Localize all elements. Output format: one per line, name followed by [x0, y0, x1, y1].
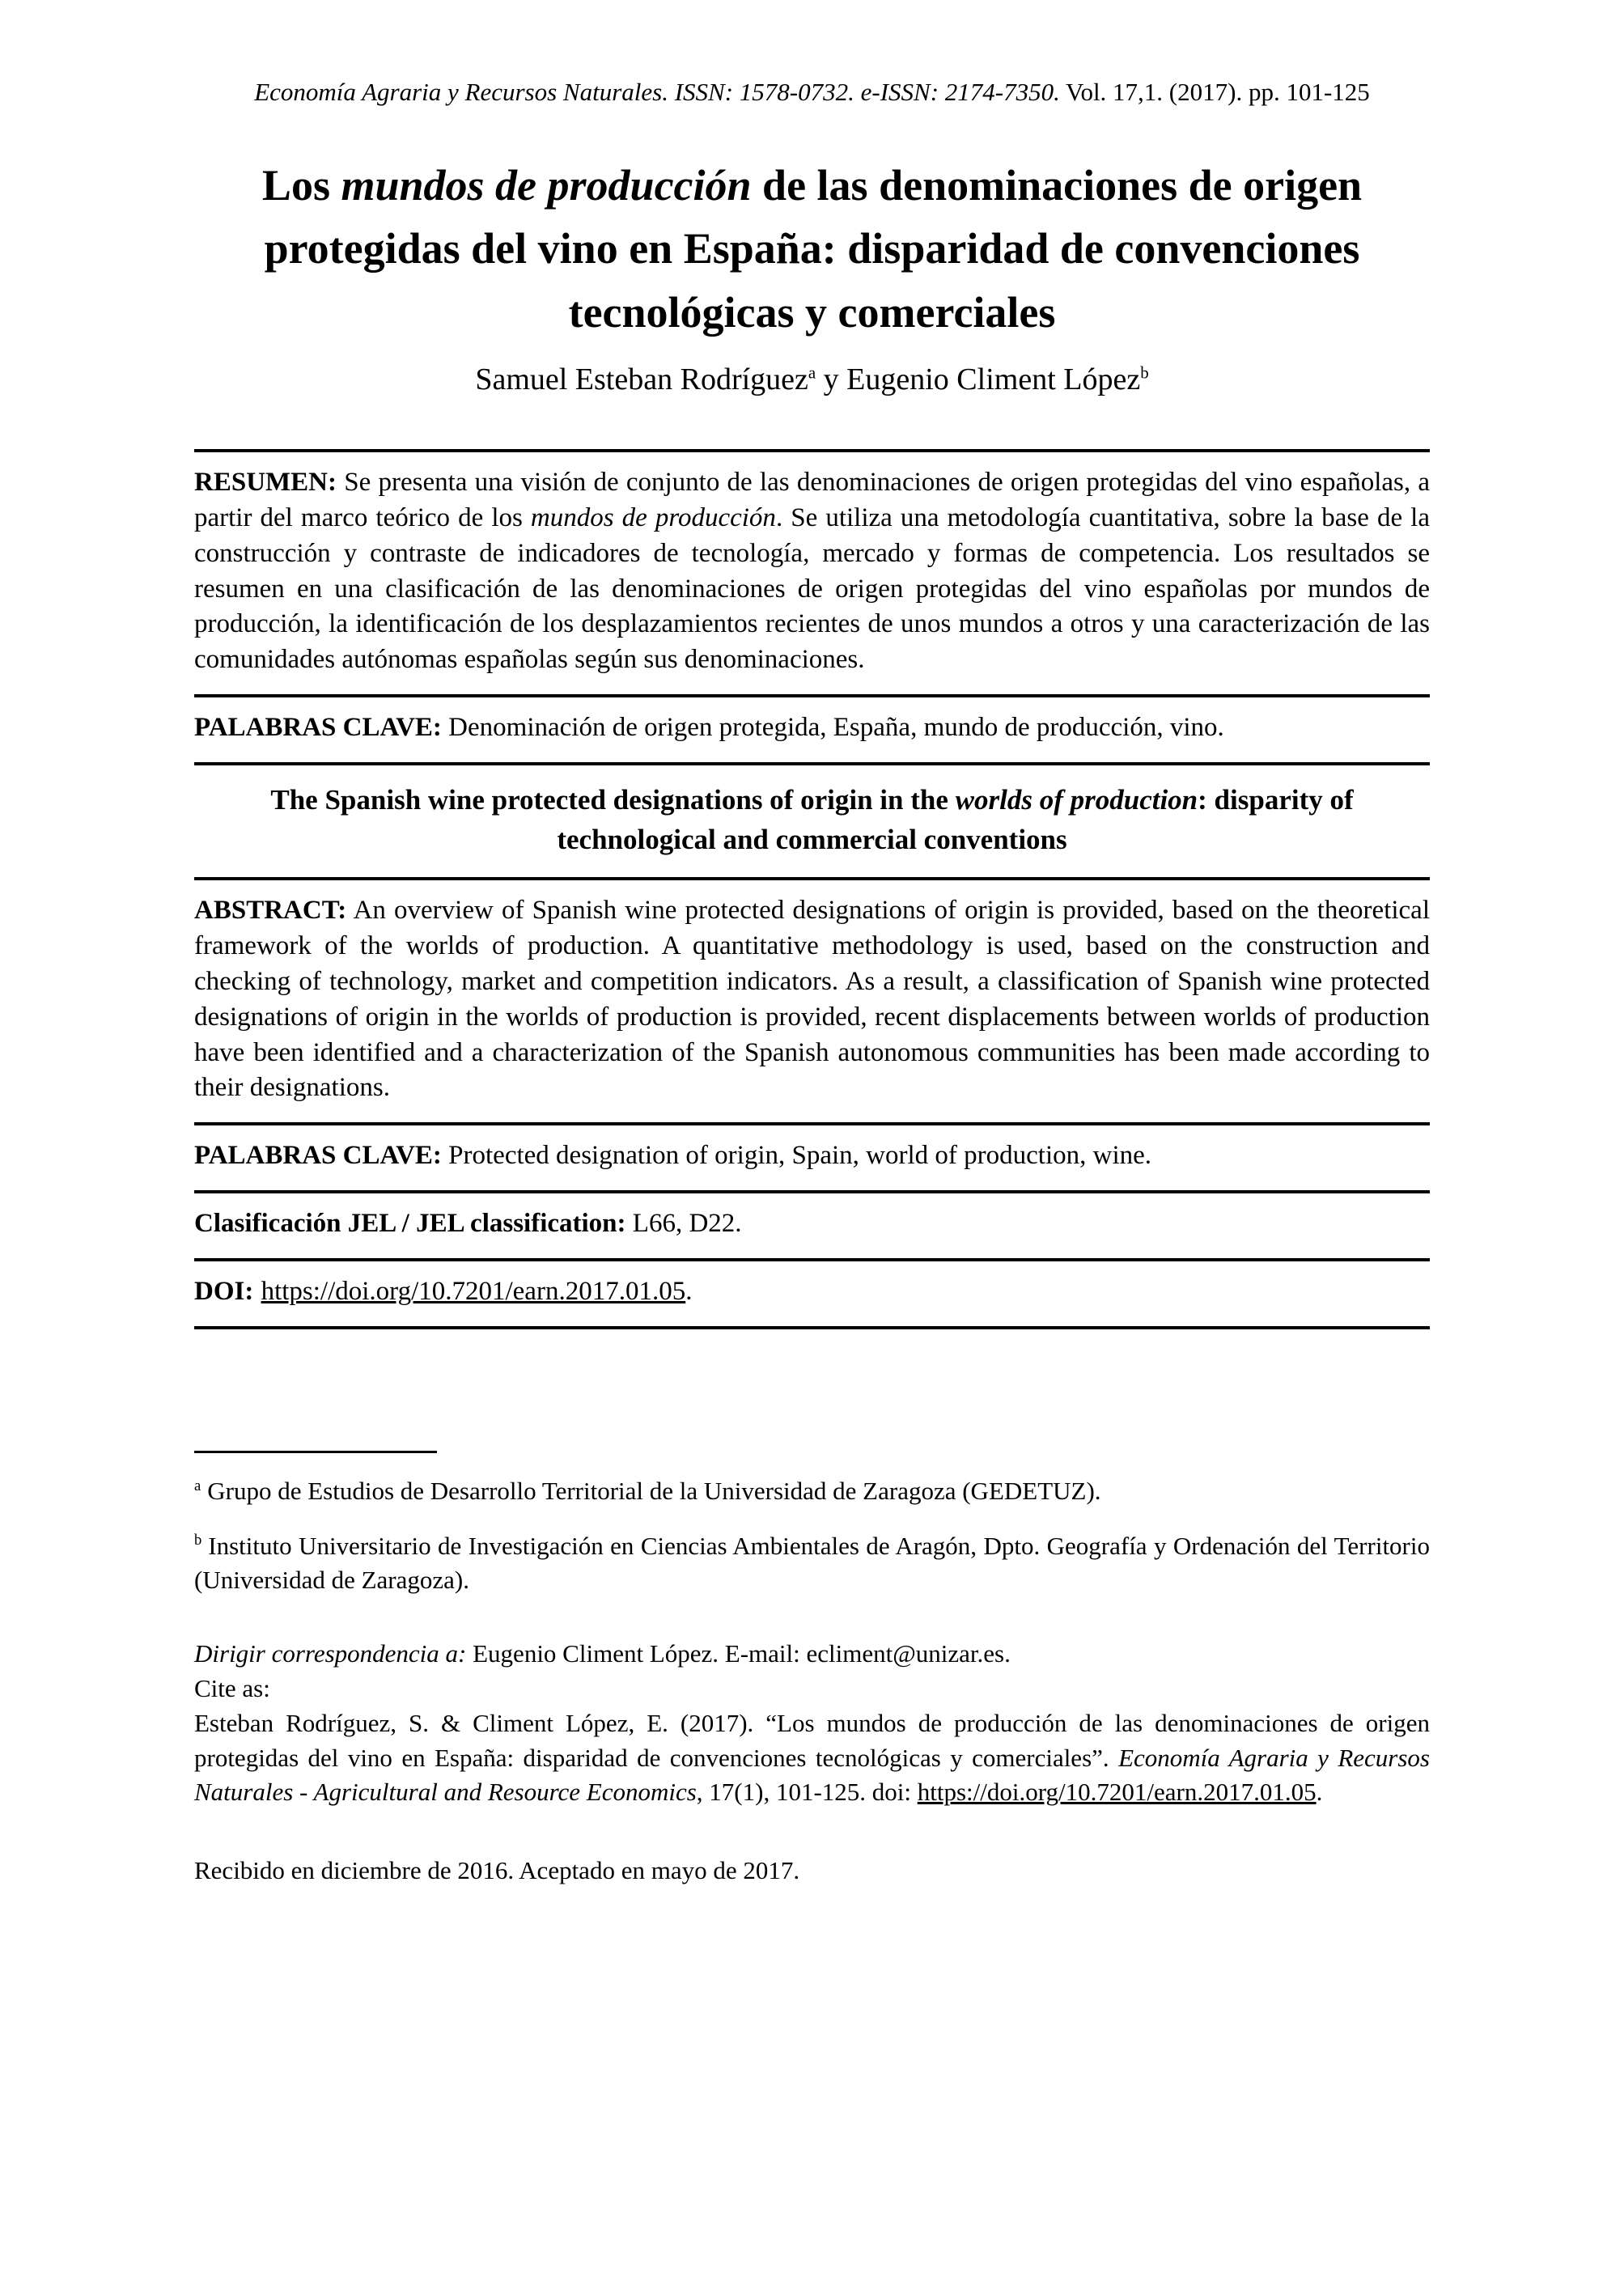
doi-label: DOI: [194, 1277, 254, 1307]
section-divider [194, 1190, 1430, 1193]
doi-link[interactable]: https://doi.org/10.7201/earn.2017.01.05 [261, 1277, 686, 1307]
english-title-part-2: : disparity of technological and commercial conventions [557, 784, 1354, 856]
section-divider [194, 1122, 1430, 1125]
paper-title [227, 154, 1397, 344]
author-2-affiliation-marker: b [1140, 362, 1149, 383]
authors-line [194, 362, 1430, 397]
keywords-en-label: PALABRAS CLAVE: [194, 1141, 442, 1171]
journal-name-issn: Economía Agraria y Recursos Naturales. ISSN: 1578-0732. e-ISSN: 2174-7350. [254, 78, 1060, 106]
citation-block [194, 1706, 1430, 1810]
keywords-es-label: PALABRAS CLAVE: [194, 713, 442, 743]
english-title [251, 780, 1373, 859]
section-divider [194, 1326, 1430, 1329]
footnote-b-text: Instituto Universitario de Investigación en Ciencias Ambientales de Aragón, Dpto. Geografía y Ordenación del Territorio (Universidad de Zaragoza). [194, 1531, 1430, 1594]
abstract-label: ABSTRACT: [194, 896, 347, 926]
section-divider [194, 877, 1430, 880]
doi-suffix: . [685, 1277, 693, 1307]
footnote-separator [194, 1451, 437, 1453]
author-2: y Eugenio Climent López [816, 362, 1141, 396]
journal-header [97, 78, 1527, 107]
author-1: Samuel Esteban Rodríguez [475, 362, 808, 396]
correspondence-text: Eugenio Climent López. E-mail: ecliment@unizar.es. [466, 1639, 1011, 1668]
doi-section [194, 1274, 1430, 1310]
footnote-b-marker: b [194, 1532, 202, 1549]
footnote-b [194, 1529, 1430, 1597]
footnote-a-text: Grupo de Estudios de Desarrollo Territorial de la Universidad de Zaragoza (GEDETUZ). [207, 1476, 1101, 1505]
resumen-text-1: Se presenta una visión de conjunto de las denominaciones de origen protegidas del vino españolas, a partir del marco teórico de los [194, 467, 1430, 532]
citation-journal-name: Economía Agraria y Recursos Naturales - Agricultural and Resource Economics [194, 1743, 1430, 1807]
section-divider [194, 449, 1430, 452]
resumen-italic: mundos de producción [530, 502, 776, 532]
english-title-part-1: The Spanish wine protected designations of origin in the [270, 784, 956, 816]
volume-info: Vol. 17,1. (2017). pp. 101-125 [1059, 78, 1370, 106]
keywords-en-text: Protected designation of origin, Spain, world of production, wine. [441, 1141, 1152, 1171]
correspondence-line [194, 1637, 1430, 1672]
jel-section [194, 1206, 1430, 1242]
correspondence-label: Dirigir correspondencia a: [194, 1639, 467, 1668]
resumen-label: RESUMEN: [194, 467, 337, 497]
footnote-a [194, 1474, 1430, 1508]
section-divider [194, 1258, 1430, 1261]
abstract-text: An overview of Spanish wine protected designations of origin is provided, based on the theoretical framework of the worlds of production. A quantitative methodology is used, based on the construction and checking of technology, market and competition indicators. As a result, a classification of Spanish wine protected designations of origin in the worlds of production is provided, recent displacements between worlds of production have been identified and a characterization of the Spanish autonomous communities has been made according to their designations. [194, 896, 1430, 1103]
citation-text-2: , 17(1), 101-125. doi: [696, 1778, 918, 1807]
title-part-1: Los [261, 161, 341, 210]
citation-doi-link[interactable]: https://doi.org/10.7201/earn.2017.01.05 [917, 1778, 1317, 1807]
resumen-section [194, 465, 1430, 678]
jel-codes: L66, D22. [625, 1209, 742, 1239]
abstract-section [194, 893, 1430, 1106]
keywords-es-section [194, 710, 1430, 746]
cite-as-label: Cite as: [194, 1674, 270, 1703]
citation-suffix: . [1316, 1778, 1323, 1807]
title-italic: mundos de producción [341, 161, 752, 210]
keywords-es-text: Denominación de origen protegida, España, mundo de producción, vino. [441, 713, 1224, 743]
section-divider [194, 762, 1430, 765]
title-part-2: de las denominaciones de origen protegidas del vino en España: disparidad de convenciones tecnológicas y comerciales [264, 161, 1363, 337]
footnote-a-marker: a [194, 1477, 201, 1494]
citation-text-1: Esteban Rodríguez, S. & Climent López, E. (2017). “Los mundos de producción de las denominaciones de origen protegidas del vino en España: disparidad de convenciones tecnológicas y comerciales”. [194, 1708, 1430, 1772]
section-divider [194, 694, 1430, 697]
english-title-italic: worlds of production [955, 784, 1198, 816]
author-1-affiliation-marker: a [808, 362, 816, 383]
keywords-en-section [194, 1138, 1430, 1174]
jel-label: Clasificación JEL / JEL classification: [194, 1209, 626, 1239]
resumen-text-2: . Se utiliza una metodología cuantitativa, sobre la base de la construcción y contraste de indicadores de tecnología, mercado y formas de competencia. Los resultados se resumen en una clasificación de las denominaciones de origen protegidas del vino españolas por mundos de producción, la identificación de los desplazamientos recientes de unos mundos a otros y una caracterización de las comunidades autónomas españolas según sus denominaciones. [194, 502, 1430, 675]
received-accepted-dates: Recibido en diciembre de 2016. Aceptado en mayo de 2017. [194, 1856, 800, 1885]
